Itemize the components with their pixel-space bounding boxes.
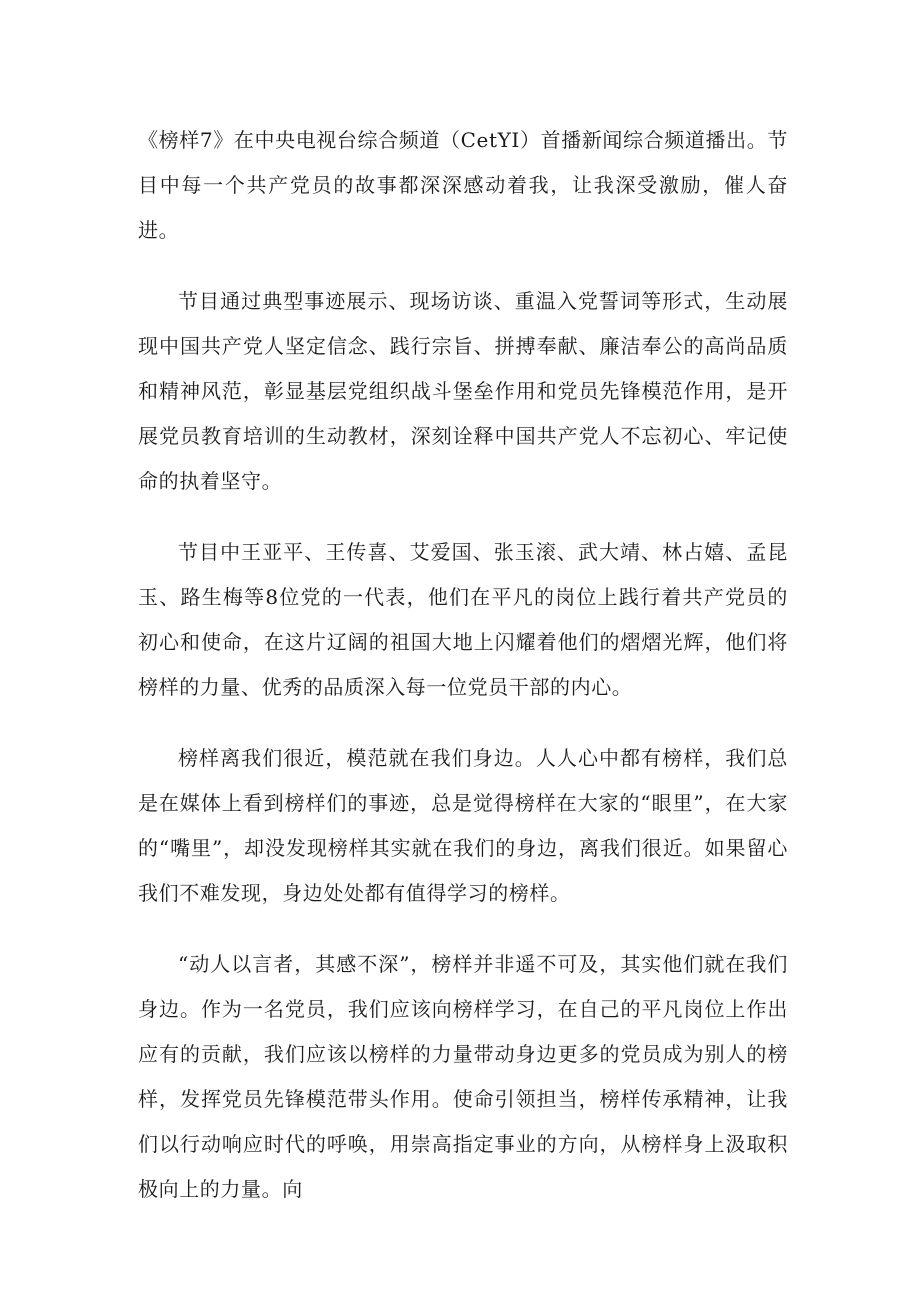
document-body xyxy=(138,118,788,1238)
paragraph-5: “动人以言者，其感不深”，榜样并非遥不可及，其实他们就在我们身边。作为一名党员，我们应该向榜样学习，在自己的平凡岗位上作出应有的贡献，我们应该以榜样的力量带动身边更多的党员成为别人的榜样，发挥党员先锋模范带头作用。使命引领担当，榜样传承精神，让我们以行动响应时代的呼唤，用崇高指定事业的方向，从榜样身上汲取积极向上的力量。向 xyxy=(138,952,788,1201)
paragraph-4: 榜样离我们很近，模范就在我们身边。人人心中都有榜样，我们总是在媒体上看到榜样们的事迹，总是觉得榜样在大家的“眼里”，在大家的“嘴里”，却没发现榜样其实就在我们的身边，离我们很近。如果留心我们不难发现，身边处处都有值得学习的榜样。 xyxy=(138,746,788,905)
paragraph-2: 节目通过典型事迹展示、现场访谈、重温入党誓词等形式，生动展现中国共产党人坚定信念、践行宗旨、拼搏奉献、廉洁奉公的高尚品质和精神风范，彰显基层党组织战斗堡垒作用和党员先锋模范作用，是开展党员教育培训的生动教材，深刻诠释中国共产党人不忘初心、牢记使命的执着坚守。 xyxy=(138,289,788,493)
paragraph-1: 《榜样7》在中央电视台综合频道（CetYI）首播新闻综合频道播出。节目中每一个共产党员的故事都深深感动着我，让我深受激励，催人奋进。 xyxy=(138,128,788,242)
paragraph-3: 节目中王亚平、王传喜、艾爱国、张玉滚、武大靖、林占嬉、孟昆玉、路生梅等8位党的一代表，他们在平凡的岗位上践行着共产党员的初心和使命，在这片辽阔的祖国大地上闪耀着他们的熠熠光辉，他们将榜样的力量、优秀的品质深入每一位党员干部的内心。 xyxy=(138,540,788,699)
